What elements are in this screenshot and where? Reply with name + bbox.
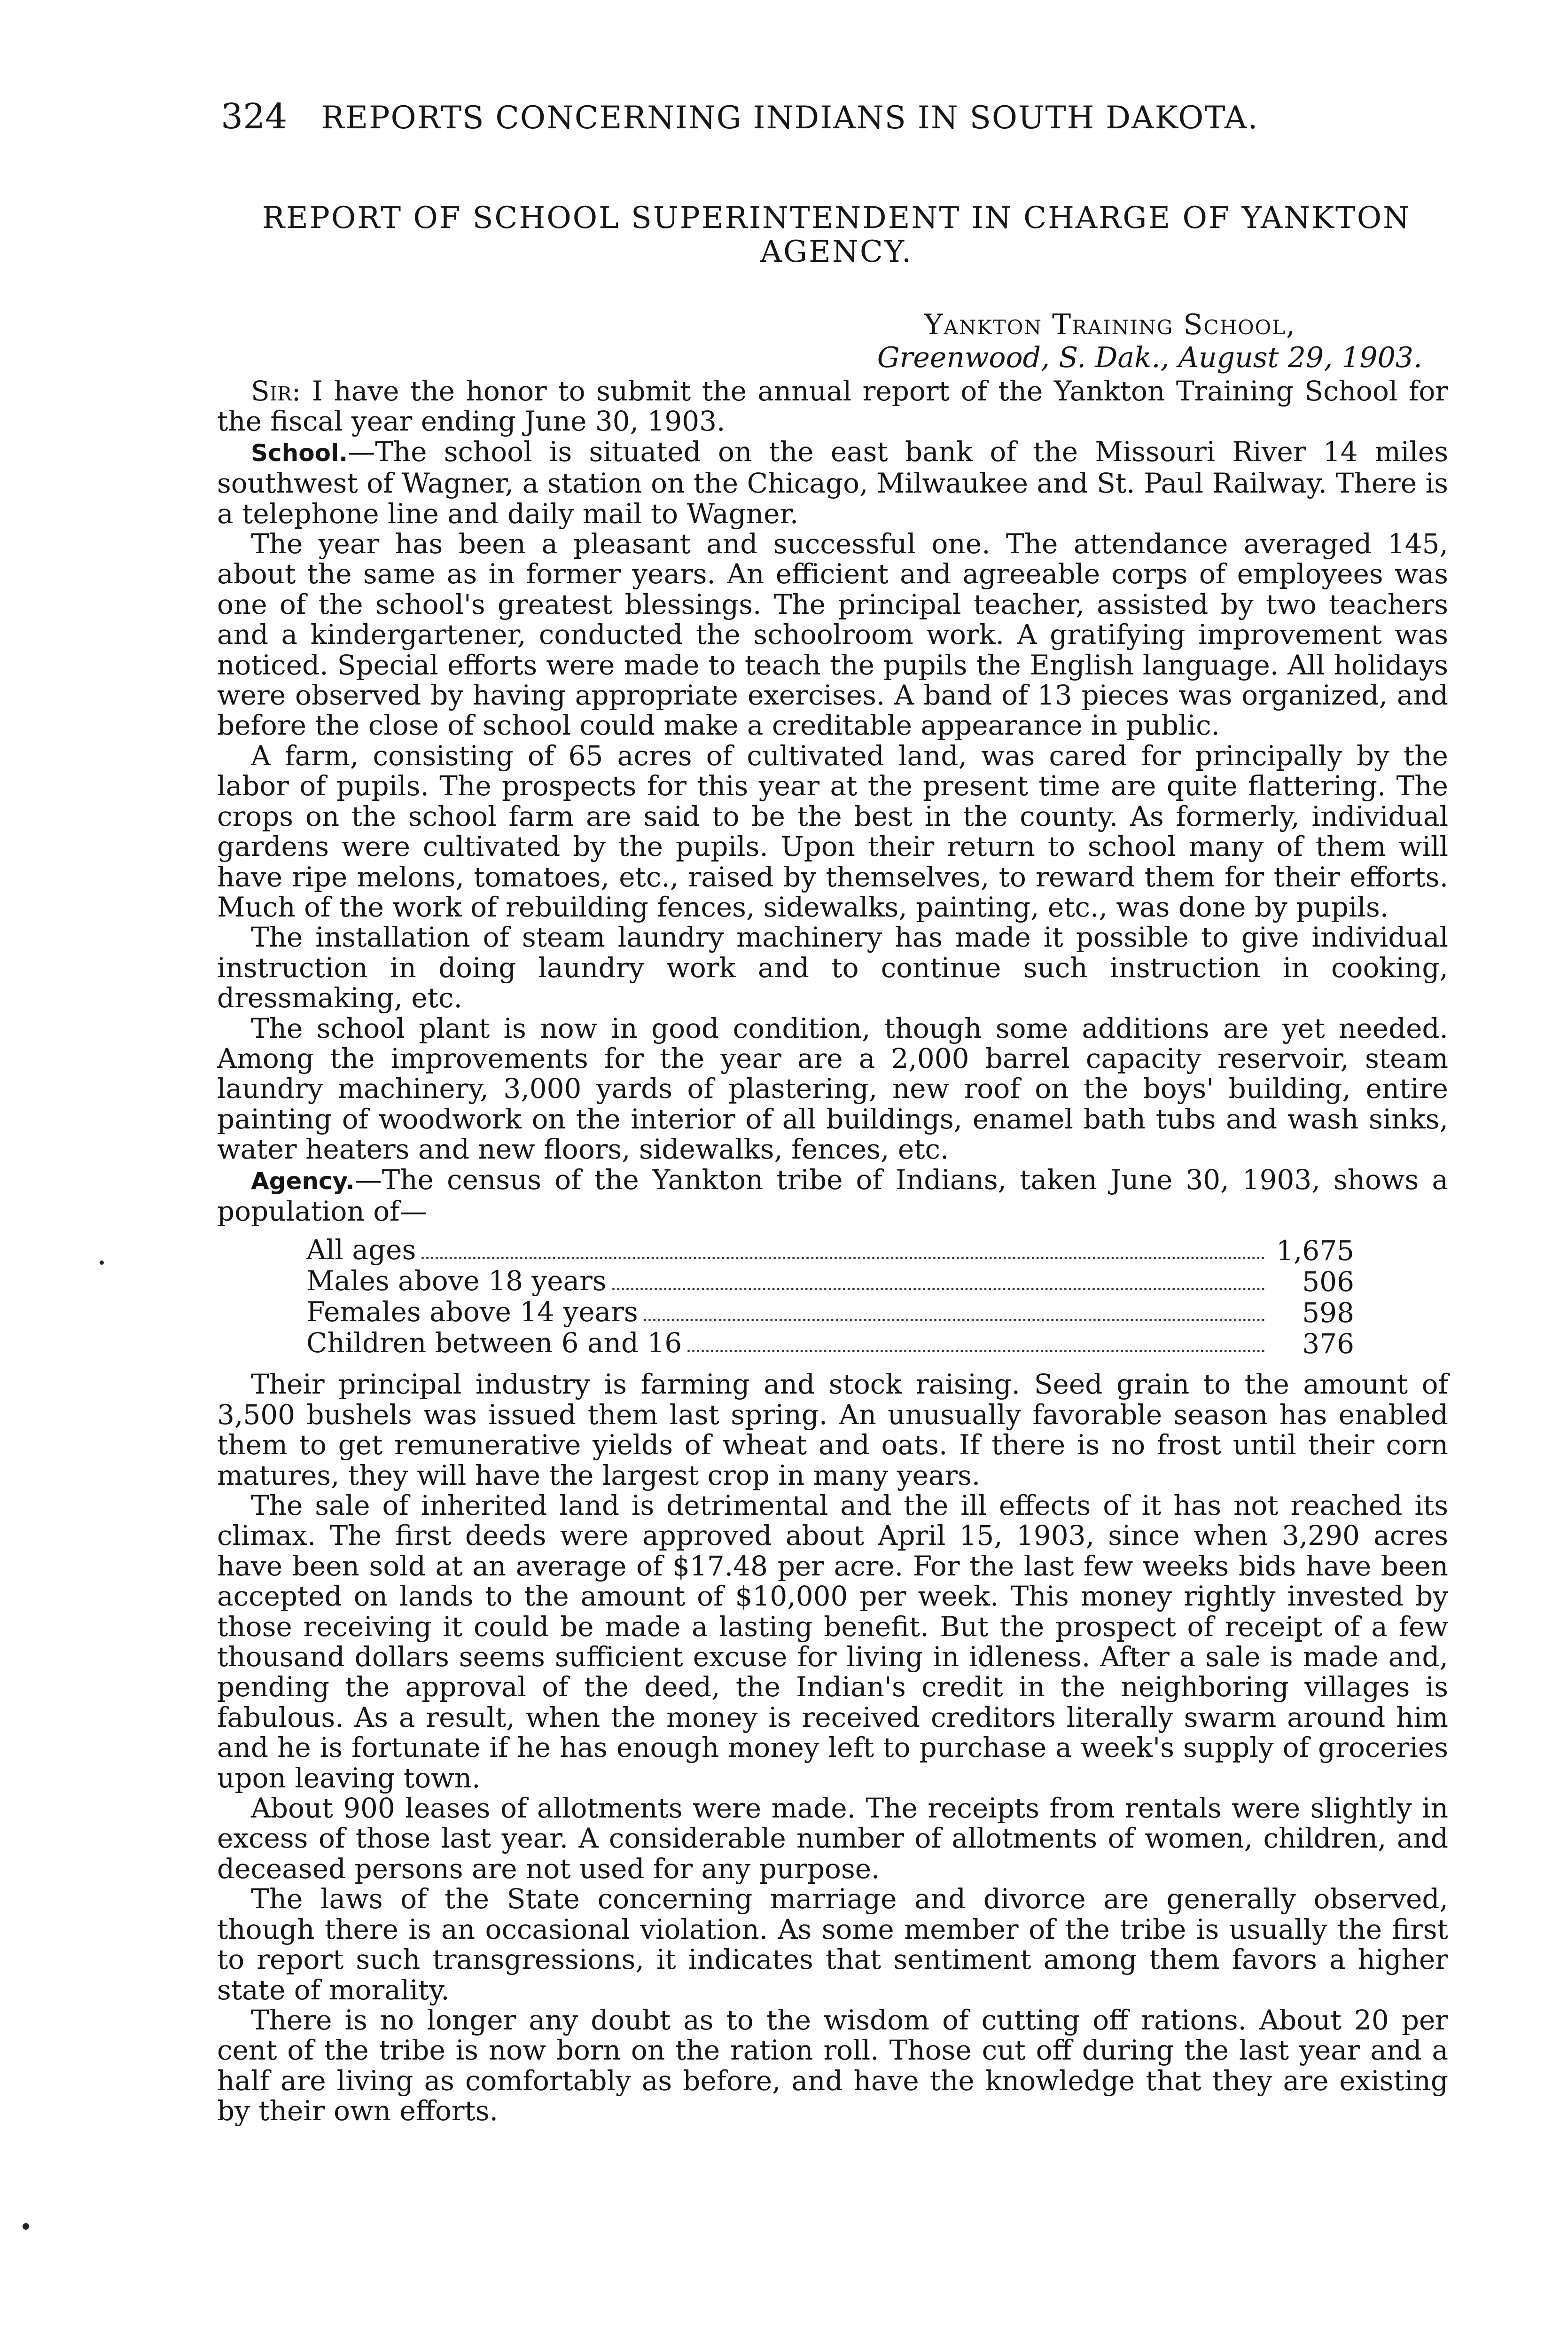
census-label: Children between 6 and 16 <box>306 1328 682 1359</box>
paragraph-plant: The school plant is now in good condition, though some additions are yet needed. Among the improvements for the year are a 2,000 barrel capacity reservoir, steam laundry machinery, 3,000 yards of plastering, new roof on the boys' building, entire painting of woodwork on the interior of all buildings, enamel bath tubs and wash sinks, water heaters and new floors, sidewalks, fences, etc. <box>217 1012 1448 1166</box>
census-value: 376 <box>1302 1327 1354 1360</box>
census-row <box>306 1266 1354 1297</box>
paragraph-opening <box>217 376 1448 437</box>
running-header <box>221 98 1452 137</box>
paragraph-leases: About 900 leases of allotments were made. The receipts from rentals were slightly in excess of those last year. A considerable number of allotments of women, children, and deceased persons are not used for any purpose. <box>217 1792 1448 1885</box>
census-label: Males above 18 years <box>306 1266 607 1297</box>
dateline <box>877 308 1422 374</box>
census-label: Females above 14 years <box>306 1297 638 1328</box>
paragraph-land: The sale of inherited land is detrimental and the ill effects of it has not reached its climax. The first deeds were approved about April 15, 1903, since when 3,290 acres have been sold at an average of $17.48 per acre. For the last few weeks bids have been accepted on lands to the amount of $10,000 per week. This money rightly invested by those receiving it could be made a lasting benefit. But the prospect of receipt of a few thousand dollars seems sufficient excuse for living in idleness. After a sale is made and, pending the approval of the deed, the Indian's credit in the neighboring villages is fabulous. As a result, when the money is received creditors literally swarm around him and he is fortunate if he has enough money left to purchase a week's supply of groceries upon leaving town. <box>217 1489 1448 1794</box>
census-value: 598 <box>1302 1296 1354 1329</box>
paragraph-year: The year has been a pleasant and successful one. The attendance averaged 145, about the same as in former years. An efficient and agreeable corps of employees was one of the school's greatest blessings. The principal teacher, assisted by two teachers and a kindergartener, conducted the schoolroom work. A gratifying improvement was noticed. Special efforts were made to teach the pupils the English language. All holidays were observed by having appropriate exercises. A band of 13 pieces was organized, and before the close of school could make a creditable appearance in public. <box>217 528 1448 742</box>
agency-text: —The census of the Yankton tribe of Indians, taken June 30, 1903, shows a population of— <box>217 1163 1448 1227</box>
census-row <box>306 1297 1354 1328</box>
opening-text: I have the honor to submit the annual report of the Yankton Training School for the fiscal year ending June 30, 1903. <box>217 375 1448 438</box>
paragraph-school <box>217 437 1448 529</box>
census-value: 506 <box>1302 1265 1354 1298</box>
letter-body <box>217 376 1448 2126</box>
census-row <box>306 1235 1354 1266</box>
census-row <box>306 1328 1354 1359</box>
paragraph-rations: There is no longer any doubt as to the wisdom of cutting off rations. About 20 per cent of the tribe is now born on the ration roll. Those cut off during the last year and a half are living as comfortably as before, and have the knowledge that they are existing by their own efforts. <box>217 2004 1448 2127</box>
section-heading-agency: Agency. <box>251 1167 355 1195</box>
dateline-school: Yankton Training School, <box>924 308 1296 341</box>
dateline-place-date: Greenwood, S. Dak., August 29, 1903. <box>877 341 1422 374</box>
census-table <box>306 1235 1354 1359</box>
paragraph-farm: A farm, consisting of 65 acres of cultivated land, was cared for principally by the labor of pupils. The prospects for this year at the present time are quite flattering. The crops on the school farm are said to be the best in the county. As formerly, individual gardens were cultivated by the pupils. Upon their return to school many of them will have ripe melons, tomatoes, etc., raised by themselves, to reward them for their efforts. Much of the work of rebuilding fences, sidewalks, painting, etc., was done by pupils. <box>217 739 1448 923</box>
paragraph-laundry: The installation of steam laundry machinery has made it possible to give individual instruction in doing laundry work and to continue such instruction in cooking, dressmaking, etc. <box>217 921 1448 1014</box>
salutation: Sir: <box>251 375 301 407</box>
page-number: 324 <box>221 96 288 137</box>
school-text: —The school is situated on the east bank of the Missouri River 14 miles southwest of Wagner, a station on the Chicago, Milwaukee and St. Paul Railway. There is a telephone line and daily mail to Wagner. <box>217 435 1448 530</box>
census-value: 1,675 <box>1276 1234 1354 1267</box>
report-title: REPORT OF SCHOOL SUPERINTENDENT IN CHARGE OF YANKTON AGENCY. <box>262 201 1411 269</box>
paragraph-industry: Their principal industry is farming and stock raising. Seed grain to the amount of 3,500 bushels was issued them last spring. An unusually favorable season has enabled them to get remunerative yields of wheat and oats. If there is no frost until their corn matures, they will have the largest crop in many years. <box>217 1368 1448 1491</box>
paragraph-laws: The laws of the State concerning marriage and divorce are generally observed, though there is an occasional violation. As some member of the tribe is usually the first to report such transgressions, it indicates that sentiment among them favors a higher state of morality. <box>217 1883 1448 2006</box>
running-title: REPORTS CONCERNING INDIANS IN SOUTH DAKOTA. <box>321 100 1259 136</box>
paragraph-agency <box>217 1165 1448 1227</box>
census-label: All ages <box>306 1235 416 1266</box>
scan-speck <box>100 1261 104 1265</box>
section-heading-school: School. <box>251 439 348 467</box>
scan-speck <box>23 2223 29 2230</box>
